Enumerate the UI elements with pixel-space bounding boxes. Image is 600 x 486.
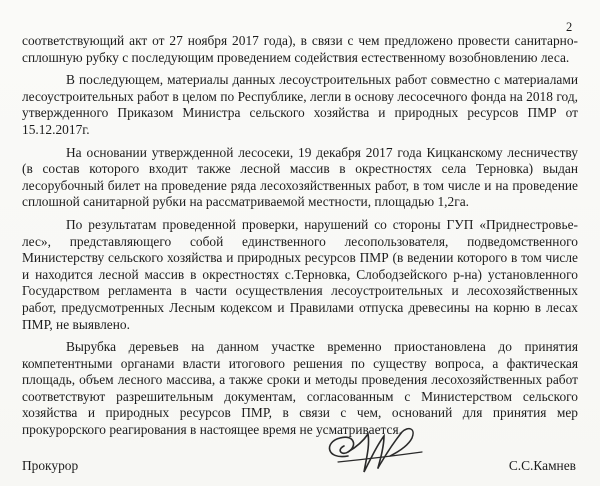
- handwritten-signature: [318, 416, 428, 484]
- paragraph-felling-ticket: На основании утвержденной лесосеки, 19 декабря 2017 года Кицканскому лесничеству (в состав которого входит также лесной массив в окрестностях села Терновка) выдан лесорубочный билет на проведение ряда лесохозяйственных работ, в том числе и на проведение сплошной санитарной рубки на рассматриваемой местности, площадью 1,2га.: [22, 144, 578, 210]
- signatory-position: Прокурор: [22, 458, 79, 473]
- paragraph-continuation: соответствующий акт от 27 ноября 2017 года), в связи с чем предложено провести санитарно-сплошную рубку с последующим проведением содействия естественному возобновлению леса.: [22, 33, 578, 65]
- document-body: [22, 33, 578, 445]
- paragraph-conclusion: Вырубка деревьев на данном участке временно приостановлена до принятия компетентными органами власти итогового решения по существу вопроса, а фактическая площадь, объем лесного массива, а также сроки и методы проведения лесохозяйственных работ соответствуют разрешительным документам, согласованным с Министерством сельского хозяйства и природных ресурсов ПМР, в связи с чем, оснований для принятия мер прокурорского реагирования в настоящее время не усматривается.: [22, 339, 578, 438]
- page-number: 2: [566, 20, 573, 34]
- paragraph-forest-fund: В последующем, материалы данных лесоустроительных работ совместно с материалами лесоустроительных работ в целом по Республике, легли в основу лесосечного фонда на 2018 год, утвержденного Приказом Министра сельского хозяйства и природных ресурсов ПМР от 15.12.2017г.: [22, 72, 578, 137]
- paragraph-inspection-results: По результатам проведенной проверки, нарушений со стороны ГУП «Приднестровье-лес», представляющего собой единственного лесопользователя, подведомственного Министерству сельского хозяйства и природных ресурсов ПМР (в ведении которого в том числе и находится лесной массив в окрестностях с.Терновка, Слободзейского р-на) установленного Государством регламента в части осуществления лесоустроительных и лесохозяйственных работ, предусмотренных Лесным кодексом и Правилами отпуска древесины на корню в лесах ПМР, не выявлено.: [22, 216, 578, 332]
- signatory-name: С.С.Камнев: [508, 458, 576, 473]
